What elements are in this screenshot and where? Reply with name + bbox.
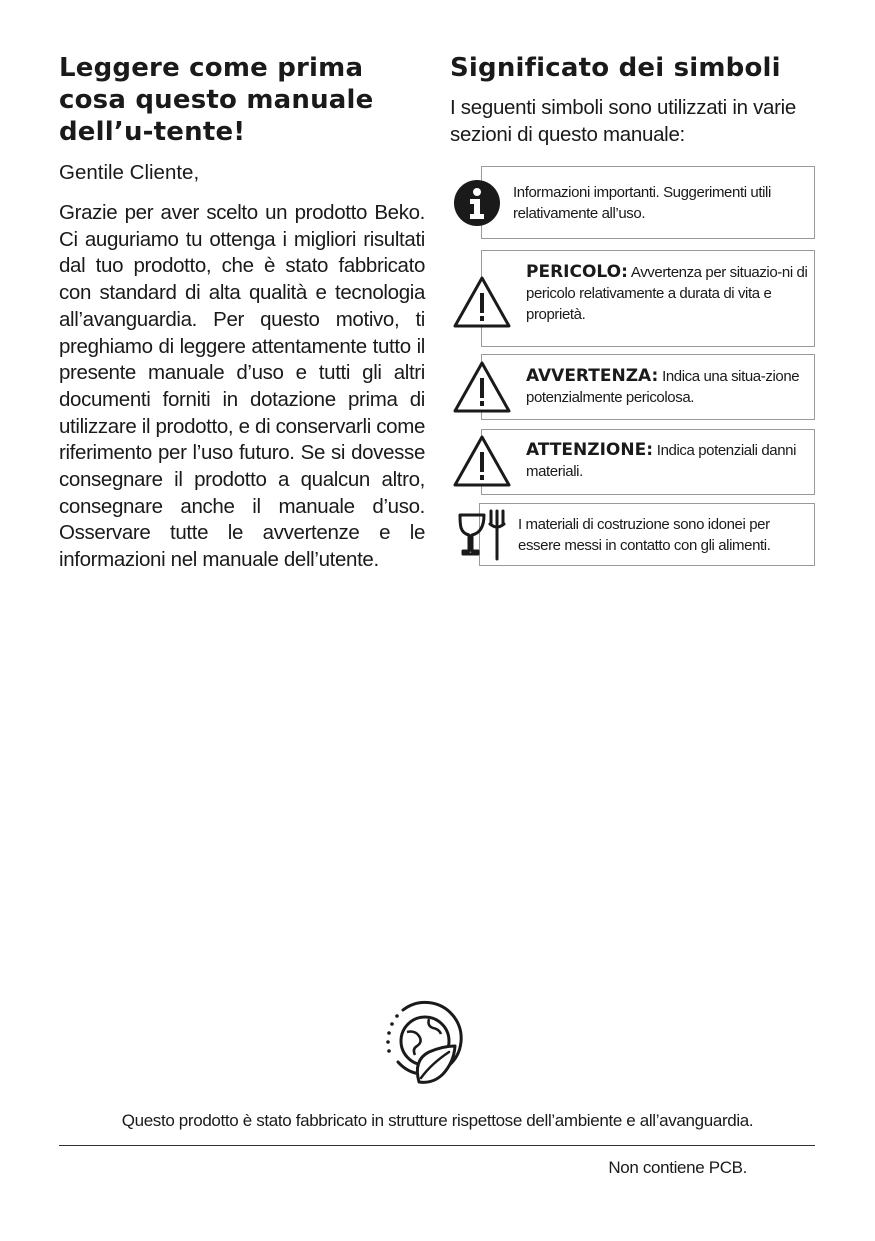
symbol-attenzione-text: ATTENZIONE: Indica potenziali danni materiali. (526, 440, 797, 480)
intro-paragraph: Grazie per aver scelto un prodotto Beko. Ci auguriamo tu ottenga i migliori risultati dal tuo prodotto, che è stato fabbricato con standard di alta qualità e tecnologia all’avanguardia. Per questo motivo, ti preghiamo di leggere attentamente tutto il presente manuale d’uso e tutti gli altri documenti forniti in dotazione prima di utilizzare il prodotto, e di conservarli come riferimento per l’uso futuro. Se si dovesse consegnare il prodotto a qualcun altro, consegnare anche il manuale d’uso. Osservare tutte le avvertenze e le informazioni nel manuale dell’utente. (59, 201, 425, 572)
symbols-subtitle: I seguenti simboli sono utilizzati in varie sezioni di questo manuale: (450, 96, 797, 146)
symbol-avvertenza-text: AVVERTENZA: Indica una situa-zione potenzialmente pericolosa. (526, 366, 800, 406)
greeting: Gentile Cliente, (59, 161, 200, 184)
symbol-pericolo-text: PERICOLO: Avvertenza per situazio-ni di pericolo relativamente a durata di vita e proprietà. (526, 262, 808, 323)
pcb-note: Non contiene PCB. (608, 1158, 747, 1177)
symbol-info-text: Informazioni importanti. Suggerimenti utili relativamente all’uso. (513, 184, 771, 222)
left-column (59, 52, 425, 574)
right-column (450, 52, 816, 148)
warning-triangle-icon (452, 275, 512, 329)
warning-triangle-icon (452, 360, 512, 414)
attenzione-label: ATTENZIONE: (526, 440, 654, 460)
food-safe-icon (457, 509, 509, 561)
eco-caption: Questo prodotto è stato fabbricato in strutture rispettose dell’ambiente e all’avanguardia. (121, 1111, 754, 1130)
eco-globe-leaf-icon (385, 996, 465, 1086)
warning-triangle-icon (452, 434, 512, 488)
symbols-title: Significato dei simboli (450, 53, 781, 83)
symbol-food-text: I materiali di costruzione sono idonei per essere messi in contatto con gli alimenti. (518, 516, 771, 554)
page-title-text: Leggere come prima cosa questo manuale dell’u-tente! (59, 53, 374, 147)
footer-divider (59, 1145, 815, 1146)
info-icon (453, 179, 501, 227)
avvertenza-label: AVVERTENZA: (526, 366, 659, 386)
page-title (59, 52, 425, 148)
pericolo-label: PERICOLO: (526, 262, 628, 282)
